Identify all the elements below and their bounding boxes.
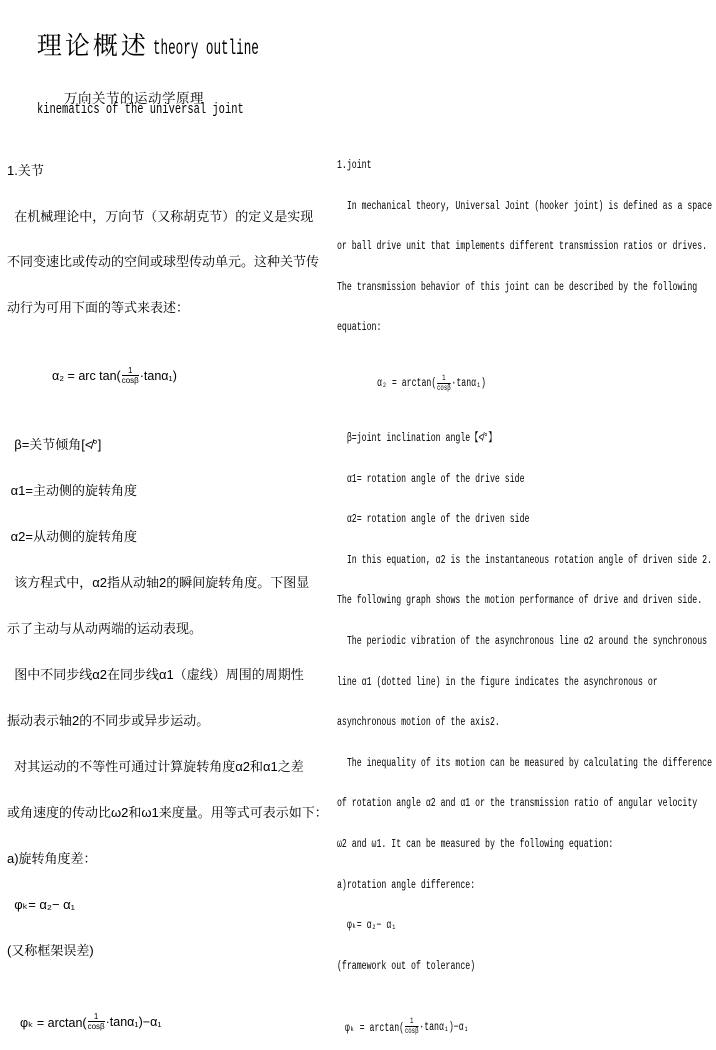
formula-prefix: φₖ = arctan( (344, 1021, 405, 1035)
formula-alpha2-english (377, 375, 716, 393)
section-heading-chinese: 万向关节的运动学原理 (64, 91, 204, 106)
text-line: In mechanical theory, Universal Joint (hooker joint) is defined as a space (337, 199, 713, 213)
fraction-denominator: cosβ (87, 1022, 105, 1031)
fraction-numerator: 1 (122, 367, 139, 376)
text-line: (又称框架误差) (7, 943, 94, 958)
formula-suffix: ·tanα₁) (451, 377, 486, 391)
text-line: (framework out of tolerance) (337, 959, 476, 973)
text-line: of rotation angle α2 and α1 or the transmission ratio of angular velocity (337, 797, 698, 811)
text-line: The inequality of its motion can be measured by calculating the difference (337, 756, 713, 770)
text-line: a)旋转角度差： (7, 851, 97, 866)
formula-alpha2-chinese (52, 360, 333, 392)
formula-suffix: ·tanα₁)−α₁ (419, 1020, 469, 1034)
text-line: asynchronous motion of the axis2. (337, 716, 500, 730)
text-line: α1=主动侧的旋转角度 (7, 483, 137, 498)
page-title-english: theory outline (152, 38, 259, 61)
formula-prefix: α₂ = arc tan( (52, 369, 121, 383)
fraction-denominator: cosβ (121, 376, 139, 385)
text-line: φₖ= α₂− α₁ (7, 897, 76, 912)
text-line: In this equation, α2 is the instantaneous rotation angle of driven side 2. (337, 553, 713, 567)
text-line: 1.关节 (7, 163, 44, 178)
fraction-numerator: 1 (437, 375, 451, 384)
english-column (337, 133, 716, 1050)
text-line: 或角速度的传动比ω2和ω1来度量。用等式可表示如下： (7, 805, 328, 820)
fraction-numerator: 1 (88, 1013, 105, 1022)
text-line: 动行为可用下面的等式来表述： (7, 299, 190, 315)
text-line: 示了主动与从动两端的运动表现。 (7, 621, 203, 636)
text-line: α1= rotation angle of the drive side (337, 472, 525, 486)
fraction (122, 367, 139, 385)
formula-phik-english (345, 1017, 716, 1037)
formula-suffix: ·tanα₁)−α₁ (105, 1015, 162, 1029)
text-line: The transmission behavior of this joint can be described by the following (337, 280, 698, 294)
text-line: The following graph shows the motion performance of drive and driven side. (337, 594, 703, 608)
formula-prefix: α₂ = arctan( (377, 377, 437, 391)
text-line: equation: (337, 321, 382, 335)
text-line: line α1 (dotted line) in the figure indicates the asynchronous or (337, 675, 658, 689)
text-line: 该方程式中，α2指从动轴2的瞬间旋转角度。下图显 (7, 575, 310, 590)
text-line: 在机械理论中，万向节（又称胡克节）的定义是实现 (7, 208, 314, 224)
page-title-chinese: 理论概述 (36, 32, 149, 60)
text-line: 振动表示轴2的不同步或异步运动。 (7, 713, 210, 728)
fraction (405, 1018, 419, 1036)
text-line: or ball drive unit that implements different transmission ratios or drives. (337, 240, 708, 254)
text-line: 图中不同步线α2在同步线α1（虚线）周围的周期性 (7, 667, 304, 682)
page-title (28, 8, 329, 62)
fraction (88, 1013, 105, 1031)
fraction-numerator: 1 (405, 1018, 419, 1027)
formula-suffix: ·tanα₁) (139, 369, 177, 383)
text-line: α2=从动侧的旋转角度 (7, 529, 137, 544)
fraction-denominator: cosβ (404, 1027, 419, 1037)
text-line: a)rotation angle difference: (337, 878, 476, 892)
text-line: 1.joint (337, 159, 372, 172)
text-line: β=关节倾角[≮°] (7, 437, 102, 452)
text-line: 对其运动的不等性可通过计算旋转角度α2和α1之差 (7, 759, 304, 774)
formula-phik-chinese (20, 1011, 333, 1033)
formula-prefix: φₖ = arctan( (20, 1015, 87, 1030)
text-line: β=joint inclination angle【≮°】 (337, 431, 497, 445)
fraction-denominator: cosβ (436, 383, 451, 393)
text-line: ω2 and ω1. It can be measured by the following equation: (337, 837, 614, 851)
text-line: α2= rotation angle of the driven side (337, 513, 530, 527)
chinese-column (7, 133, 333, 1048)
text-line: φₖ= α₂− α₁ (337, 919, 397, 933)
text-line: The periodic vibration of the asynchronous line α2 around the synchronous (337, 634, 708, 648)
section-heading-english: kinematics of the universal joint (37, 102, 244, 118)
text-line: 不同变速比或传动的空间或球型传动单元。这种关节传 (7, 254, 320, 269)
fraction (437, 375, 451, 393)
